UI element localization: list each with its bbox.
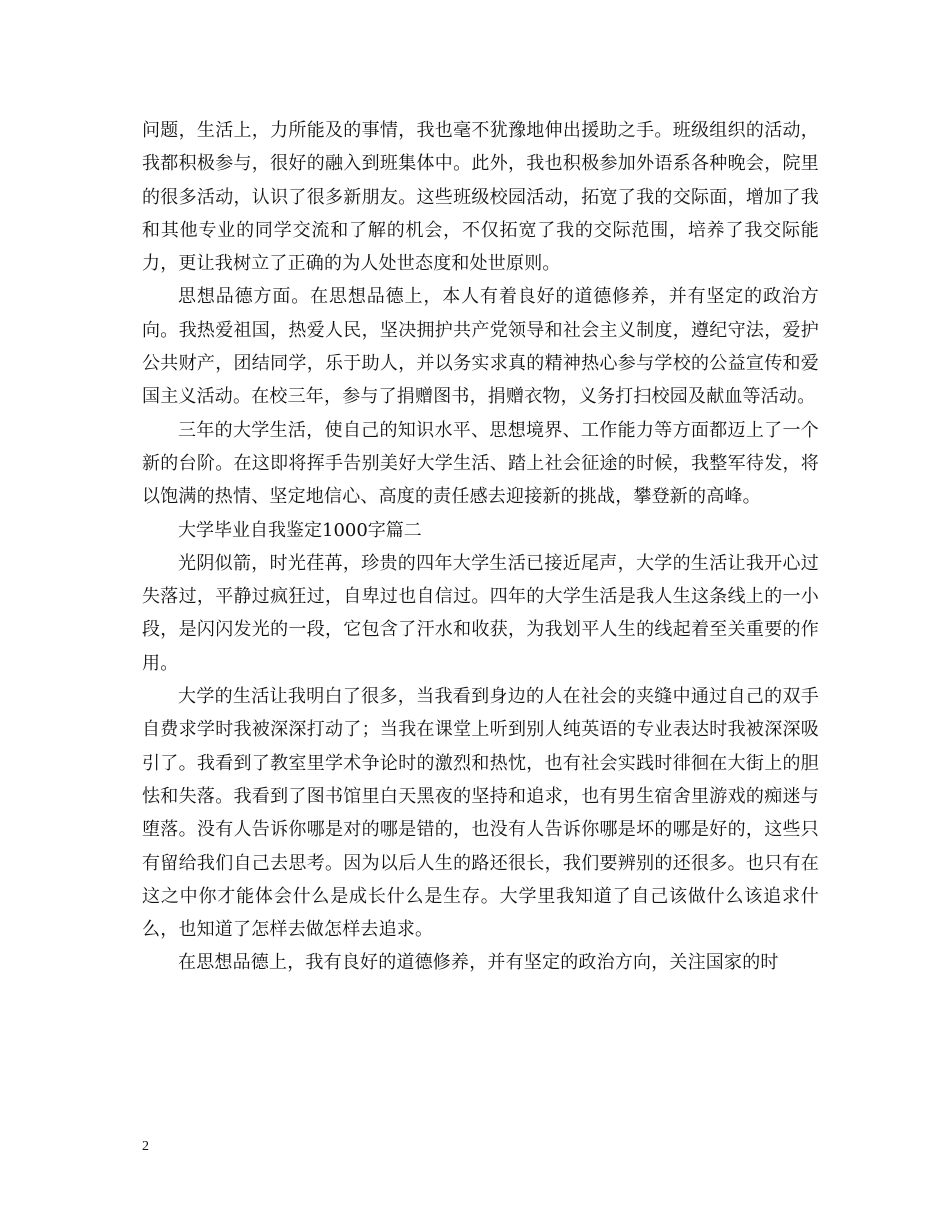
paragraph-moral-character: 思想品德方面。在思想品德上，本人有着良好的道德修养，并有坚定的政治方向。我热爱祖国，热爱人民，坚决拥护共产党领导和社会主义制度，遵纪守法，爱护公共财产，团结同学，乐于助人，并以务实求真的精神热心参与学校的公益宣传和爱国主义活动。在校三年，参与了捐赠图书，捐赠衣物，义务打扫校园及献血等活动。 <box>142 286 819 408</box>
paragraph-university-lessons: 大学的生活让我明白了很多，当我看到身边的人在社会的夹缝中通过自己的双手自费求学时我被深深打动了；当我在课堂上听到别人纯英语的专业表达时我被深深吸引了。我看到了教室里学术争论时的激烈和热忱，也有社会实践时徘徊在大街上的胆怯和失落。我看到了图书馆里白天黑夜的坚持和追求，也有男生宿舍里游戏的痴迷与堕落。没有人告诉你哪是对的哪是错的，也没有人告诉你哪是坏的哪是好的，这些只有留给我们自己去思考。因为以后人生的路还很长，我们要辨别的还很多。也只有在这之中你才能体会什么是成长什么是生存。大学里我知道了自己该做什么该追求什么，也知道了怎样去做怎样去追求。 <box>142 686 819 941</box>
paragraph-three-years-summary: 三年的大学生活，使自己的知识水平、思想境界、工作能力等方面都迈上了一个新的台阶。在这即将挥手告别美好大学生活、踏上社会征途的时候，我整军待发，将以饱满的热情、坚定地信心、高度的责任感去迎接新的挑战，攀登新的高峰。 <box>142 419 819 508</box>
paragraph-moral-continued: 在思想品德上，我有良好的道德修养，并有坚定的政治方向，关注国家的时 <box>178 952 779 974</box>
page-number: 2 <box>142 1139 149 1154</box>
paragraph-social-activities: 问题，生活上，力所能及的事情，我也毫不犹豫地伸出援助之手。班级组织的活动，我都积极参与，很好的融入到班集体中。此外，我也积极参加外语系各种晚会，院里的很多活动，认识了很多新朋友。这些班级校园活动，拓宽了我的交际面，增加了我和其他专业的同学交流和了解的机会，不仅拓宽了我的交际范围，培养了我交际能力，更让我树立了正确的为人处世态度和处世原则。 <box>142 120 819 275</box>
document-body <box>142 114 819 980</box>
paragraph-four-years-intro: 光阴似箭，时光荏苒，珍贵的四年大学生活已接近尾声，大学的生活让我开心过失落过，平静过疯狂过，自卑过也自信过。四年的大学生活是我人生这条线上的一小段，是闪闪发光的一段，它包含了汗水和收获，为我划平人生的线起着至关重要的作用。 <box>142 552 819 674</box>
section-heading: 大学毕业自我鉴定1000字篇二 <box>178 519 422 541</box>
